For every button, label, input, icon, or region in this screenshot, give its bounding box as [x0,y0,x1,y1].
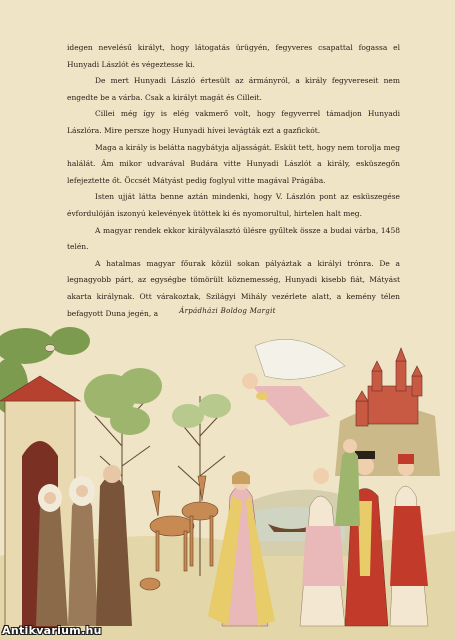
bird [45,345,55,352]
paragraph-1: idegen nevelésű királyt, hogy látogatás ürügyén, fegyveres csapattal fogassa el Hunyadi Lászlót és végeztesse ki. [67,43,400,69]
paragraph-3: Cillei még így is elég vakmerő volt, hogy fegyverrel támadjon Hunyadi Lászlóra. Mire persze hogy Hunyadi hívei levágták ezt a gazfickót. [67,109,400,135]
illustration-caption: Árpádházi Boldog Margit [179,307,276,315]
paragraph-5: Isten ujját látta benne aztán mindenki, hogy V. Lászlón pont az esküszegése évfordulóján iszonyú kelevények ütöttek ki és nyomorultul, hirtelen halt meg. [67,192,400,218]
illustration [0,326,455,640]
paragraph-2: De mert Hunyadi László értesült az ármányról, a király fegyvereseit nem engedte be a várba. Csak a királyt magát és Cilleit. [67,76,400,102]
watermark: Antikvarium.hu [2,624,102,637]
paragraph-7: A hatalmas magyar főurak közül sokan pályáztak a királyi trónra. De a legnagyobb párt, az egységbe tömörült köznemesség, Hunyadi kisebb fiát, Mátyást akarta királynak. Ott várakoztak, Szilágyi Mihály vezérlete alatt, a kemény télen befagyott Duna jegén, a [67,258,400,318]
paragraph-6: A magyar rendek ekkor királyválasztó ülésre gyűltek össze a budai várba, 1458 telén. [67,225,400,252]
paragraph-4: Maga a király is belátta nagybátyja aljasságát. Esküt tett, hogy nem torolja meg halálát. Ám mikor udvarával Budára vitte Hunyadi Lászlót a király, esküszegőn lefejeztette őt. Öccsét Mátyást pedig foglyul vitte magával Prágába. [67,142,400,185]
body-text [67,40,400,322]
